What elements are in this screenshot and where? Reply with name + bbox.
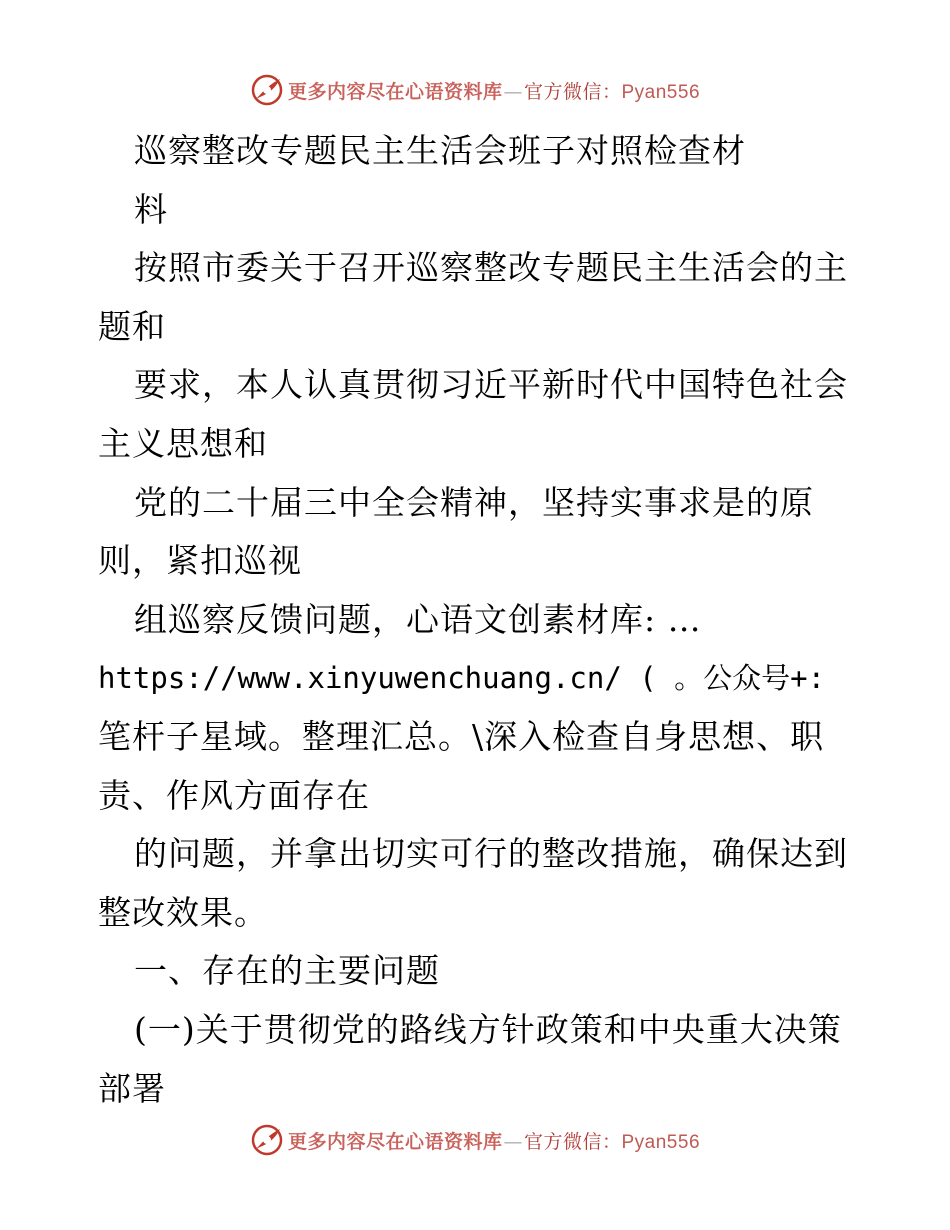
watermark-banner-top: [0, 70, 950, 110]
paragraph-line: 主义思想和: [98, 423, 268, 463]
paragraph-line: 题和: [98, 306, 166, 346]
watermark-text: 更多内容尽在心语资料库—官方微信：Pyan556: [287, 1130, 701, 1153]
section-heading: 一、存在的主要问题: [134, 951, 440, 991]
paragraph-line: 则，紧扣巡视: [98, 541, 302, 581]
paragraph-line: 党的二十届三中全会精神，坚持实事求是的原: [134, 482, 814, 522]
quill-pen-logo-icon: [250, 1123, 284, 1157]
paragraph-line: 责、作风方面存在: [98, 775, 370, 815]
watermark-banner-bottom: [0, 1120, 950, 1160]
watermark-text: 更多内容尽在心语资料库—官方微信：Pyan556: [287, 80, 701, 103]
paragraph-line: 笔杆子星域。整理汇总。\深入检查自身思想、职: [98, 716, 825, 756]
document-title-line-2: 料: [134, 189, 168, 229]
paragraph-line: 整改效果。: [98, 892, 268, 932]
url-line: https://www.xinyuwenchuang.cn/ ( 。公众号+:: [98, 661, 826, 696]
paragraph-line: 的问题，并拿出切实可行的整改措施，确保达到: [134, 834, 848, 874]
quill-pen-logo-icon: [250, 73, 284, 107]
subsection-heading: (一)关于贯彻党的路线方针政策和中央重大决策: [134, 1009, 842, 1049]
document-body: [98, 122, 858, 1118]
document-title-line-1: 巡察整改专题民主生活会班子对照检查材: [134, 131, 746, 170]
paragraph-line: 要求，本人认真贯彻习近平新时代中国特色社会: [134, 365, 848, 405]
subsection-heading-continued: 部署: [98, 1068, 166, 1108]
paragraph-line: 组巡察反馈问题，心语文创素材库: …: [134, 599, 702, 639]
paragraph-line: 按照市委关于召开巡察整改专题民主生活会的主: [134, 248, 848, 288]
